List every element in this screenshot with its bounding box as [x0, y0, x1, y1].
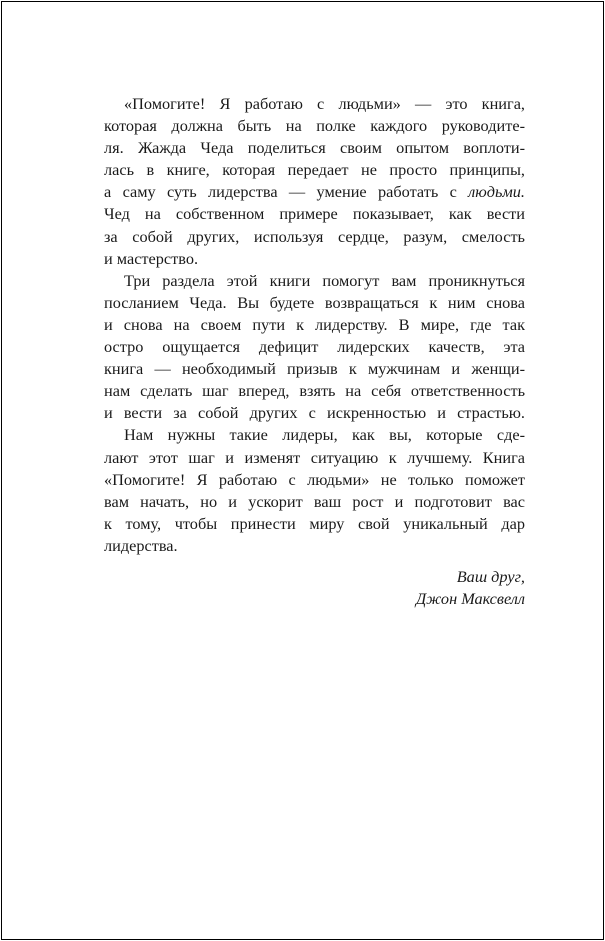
text-line: «Помогите! Я работаю с людьми» не только поможет [104, 469, 525, 489]
text-line: которая должна быть на полке каждого руководите- [104, 116, 525, 136]
paragraph-2 [104, 270, 525, 425]
text-line: посланием Чеда. Вы будете возвращаться к ним снова [104, 292, 525, 312]
text-line: и вести за собой других с искренностью и страстью. [104, 403, 525, 423]
signature-greeting: Ваш друг, [456, 566, 525, 586]
text-line: остро ощущается дефицит лидерских качеств, эта [104, 337, 525, 357]
book-page [1, 1, 604, 940]
text-line: к тому, чтобы принести миру свой уникальный дар [104, 513, 525, 533]
text-line: «Помогите! Я работаю с людьми» — это книга, [124, 94, 525, 113]
text-line: книга — необходимый призыв к мужчинам и женщи- [104, 359, 525, 379]
text-line: Чед на собственном примере показывает, как вести [104, 204, 525, 224]
signature-name: Джон Максвелл [415, 589, 525, 609]
italic-word: людьми. [468, 182, 525, 202]
text-line: лидерства. [104, 535, 178, 555]
text-line: за собой других, используя сердце, разум, смелость [104, 226, 525, 246]
text-line: лась в книге, которая передает не просто принципы, [104, 160, 525, 180]
page-text [104, 93, 525, 610]
text-line [104, 181, 525, 203]
text-line: ля. Жажда Чеда поделиться своим опытом воплоти- [104, 138, 525, 158]
text-line: Нам нужны такие лидеры, как вы, которые сде- [124, 425, 525, 445]
text-line: Три раздела этой книги помогут вам проникнуться [124, 270, 525, 290]
paragraph-3 [104, 424, 525, 557]
text-line: нам сделать шаг вперед, взять на себя ответственность [104, 381, 525, 401]
text-line: и мастерство. [104, 248, 199, 268]
text-line: и снова на своем пути к лидерству. В мире, где так [104, 314, 525, 334]
text-line: лают этот шаг и изменят ситуацию к лучшему. Книга [104, 447, 525, 467]
text-segment: а саму суть лидерства — умение работать с [104, 182, 469, 202]
paragraph-1 [104, 93, 525, 270]
text-line: вам начать, но и ускорит ваш рост и подготовит вас [104, 491, 525, 511]
